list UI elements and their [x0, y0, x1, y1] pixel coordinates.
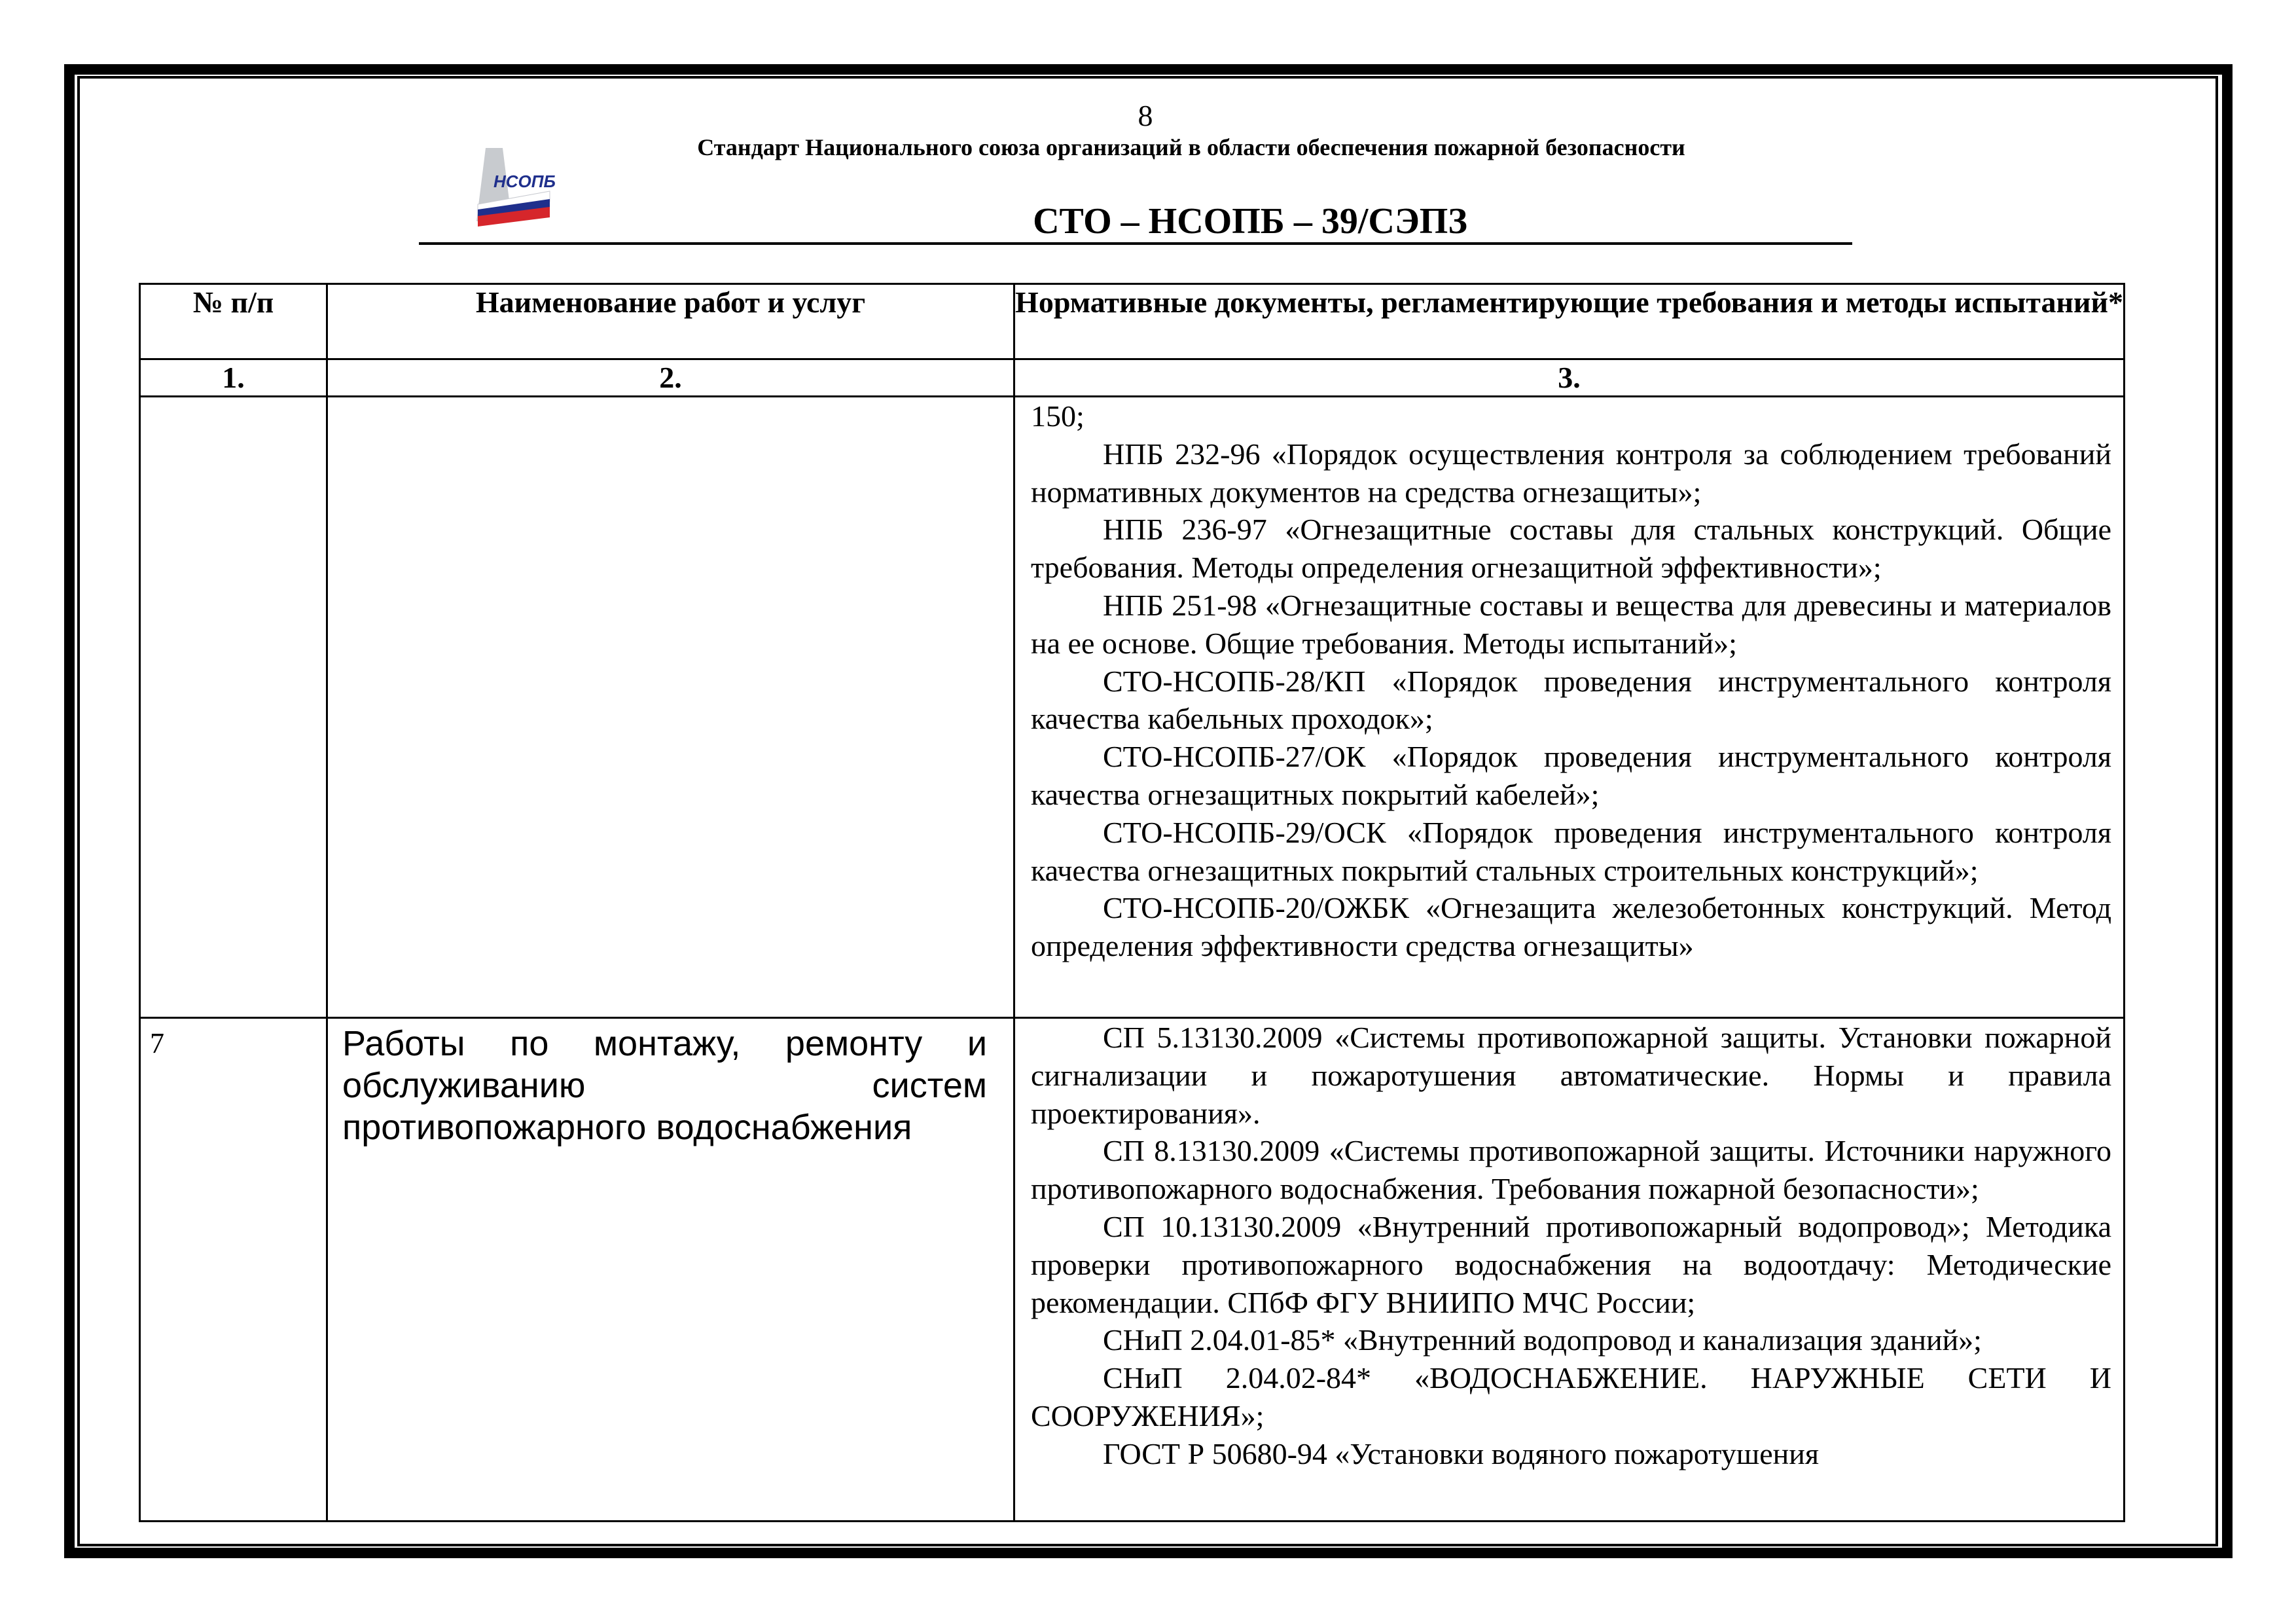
doc-line: ГОСТ Р 50680-94 «Установки водяного пожаротушения	[1103, 1436, 1820, 1470]
header-num: № п/п	[140, 284, 327, 359]
doc-line: НПБ 236-97 «Огнезащитные составы для стальных конструкций. Общие требования. Методы определения огнезащитной эффективности»;	[1031, 513, 2111, 585]
doc-line: 150;	[1031, 399, 1085, 433]
doc-line: СП 8.13130.2009 «Системы противопожарной защиты. Источники наружного противопожарного водоснабжения. Требования пожарной безопасности»;	[1031, 1134, 2111, 1206]
standards-table	[139, 283, 2125, 1522]
header-rule	[419, 242, 1852, 245]
doc-line: СП 10.13130.2009 «Внутренний противопожарный водопровод»; Методика проверки противопожарного водоснабжения на водоотдачу: Методические рекомендации. СПбФ ФГУ ВНИИПО МЧС России;	[1031, 1209, 2111, 1319]
doc-line: СП 5.13130.2009 «Системы противопожарной защиты. Установки пожарной сигнализации и пожаротушения автоматические. Нормы и правила проектирования».	[1031, 1021, 2111, 1130]
row-number	[140, 397, 327, 1018]
logo-text: НСОПБ	[493, 172, 556, 191]
doc-line: СНиП 2.04.01-85* «Внутренний водопровод и канализация зданий»;	[1103, 1323, 1982, 1357]
doc-line: СТО-НСОПБ-27/ОК «Порядок проведения инструментального контроля качества огнезащитных покрытий кабелей»;	[1031, 740, 2111, 811]
doc-line: НПБ 232-96 «Порядок осуществления контроля за соблюдением требований нормативных документов на средства огнезащиты»;	[1031, 437, 2111, 509]
column-number-row	[140, 359, 2125, 397]
table-header-row	[140, 284, 2125, 359]
work-name: Работы по монтажу, ремонту и обслуживанию систем противопожарного водоснабжения	[327, 1018, 1014, 1522]
column-number-2: 2.	[327, 359, 1014, 397]
normative-docs	[1014, 1018, 2125, 1522]
doc-line: СТО-НСОПБ-20/ОЖБК «Огнезащита железобетонных конструкций. Метод определения эффективности средства огнезащиты»	[1031, 891, 2111, 963]
table-row	[140, 397, 2125, 1018]
doc-line: СТО-НСОПБ-28/КП «Порядок проведения инструментального контроля качества кабельных проходок»;	[1031, 664, 2111, 736]
column-number-3: 3.	[1014, 359, 2125, 397]
header-name: Наименование работ и услуг	[327, 284, 1014, 359]
doc-line: СТО-НСОПБ-29/ОСК «Порядок проведения инструментального контроля качества огнезащитных покрытий стальных строительных конструкций»;	[1031, 815, 2111, 887]
organization-title: Стандарт Национального союза организаций в области обеспечения пожарной безопасности	[697, 134, 1685, 160]
doc-line: НПБ 251-98 «Огнезащитные составы и вещества для древесины и материалов на ее основе. Общие требования. Методы испытаний»;	[1031, 588, 2111, 660]
page-number: 8	[1138, 99, 1153, 132]
header-docs: Нормативные документы, регламентирующие требования и методы испытаний*	[1014, 284, 2125, 359]
table-row	[140, 1018, 2125, 1522]
doc-line: СНиП 2.04.02-84* «ВОДОСНАБЖЕНИЕ. НАРУЖНЫЕ СЕТИ И СООРУЖЕНИЯ»;	[1031, 1361, 2111, 1432]
column-number-1: 1.	[140, 359, 327, 397]
standard-code: СТО – НСОПБ – 39/СЭПЗ	[1033, 201, 1467, 242]
normative-docs	[1014, 397, 2125, 1018]
row-number: 7	[140, 1018, 327, 1522]
work-name	[327, 397, 1014, 1018]
